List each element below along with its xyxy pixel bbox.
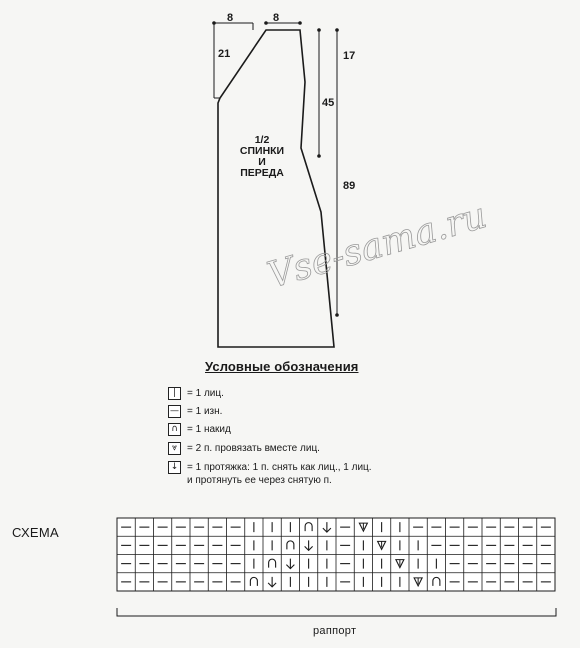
knit-stitch-icon: |	[168, 387, 181, 400]
dim-top-right-label: 8	[272, 12, 280, 24]
rapport-label: раппорт	[313, 625, 357, 637]
piece-label-line-3: И	[258, 156, 266, 168]
piece-label-line-2: СПИНКИ	[239, 145, 285, 157]
k2tog-icon: ⩔	[168, 442, 181, 455]
piece-label-line-1: 1/2	[254, 134, 270, 146]
legend-text-knit: = 1 лиц.	[187, 388, 224, 399]
legend-text-purl: = 1 изн.	[187, 406, 223, 417]
dim-shoulder-label: 17	[343, 50, 356, 62]
dim-side-label: 45	[322, 97, 335, 109]
legend-text-yarn-over: = 1 накид	[187, 424, 231, 435]
skp-icon: ↓	[168, 461, 181, 474]
garment-outline	[218, 30, 334, 347]
dim-armhole-label: 21	[218, 48, 231, 60]
stitch-chart	[117, 518, 555, 591]
dim-total-label: 89	[343, 180, 356, 192]
watermark: Vse-sama.ru	[263, 195, 492, 297]
yarn-over-icon: ∩	[168, 423, 181, 436]
chart-label: СХЕМА	[12, 525, 59, 540]
rapport-bracket	[117, 608, 556, 616]
piece-label-line-4: ПЕРЕДА	[240, 167, 284, 179]
legend-text-k2tog: = 2 п. провязать вместе лиц.	[187, 443, 320, 454]
legend-text-skp: = 1 протяжка: 1 п. снять как лиц., 1 лиц.	[187, 462, 372, 473]
legend-text-skp-cont: и протянуть ее через снятую п.	[187, 475, 332, 486]
dim-top-left-label: 8	[226, 12, 234, 24]
legend-title: Условные обозначения	[205, 359, 359, 374]
purl-stitch-icon: —	[170, 406, 179, 416]
